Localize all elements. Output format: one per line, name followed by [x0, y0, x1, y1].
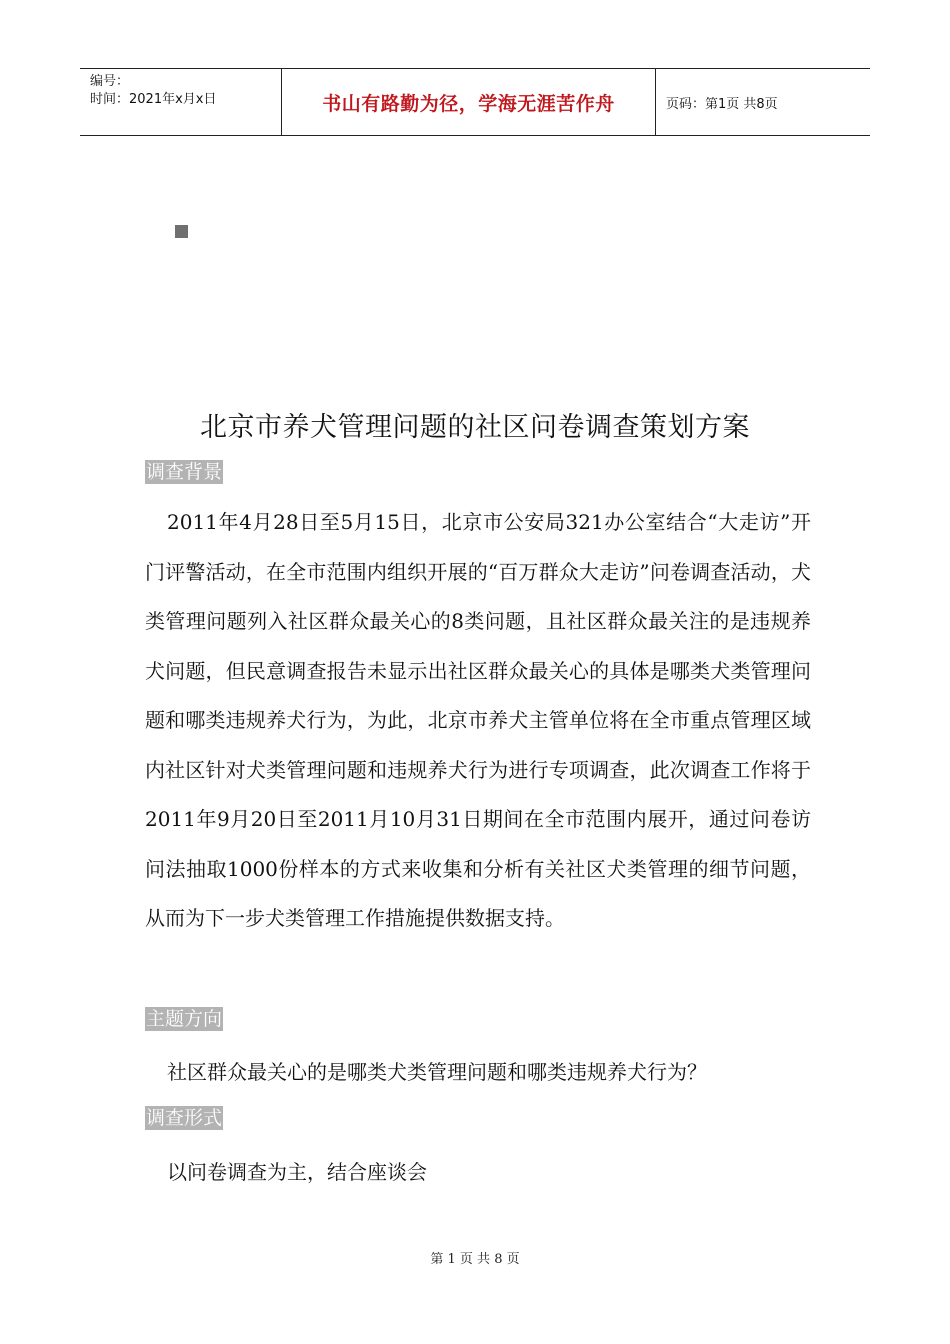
- header-page-info: [656, 69, 870, 135]
- time-label: 时间：2021年x月x日: [90, 92, 217, 107]
- document-title: 北京市养犬管理问题的社区问卷调查策划方案: [200, 412, 750, 443]
- square-bullet-icon: [175, 225, 188, 238]
- page-footer: 第 1 页 共 8 页: [430, 1252, 520, 1267]
- page-info-text: 页码：第1页 共8页: [666, 96, 778, 112]
- page-header: [80, 68, 870, 136]
- header-motto-cell: [282, 69, 656, 135]
- number-label: 编号：: [90, 74, 130, 89]
- section-label-background: 调查背景: [146, 461, 223, 483]
- header-meta: [80, 69, 282, 135]
- form-paragraph: 以问卷调查为主，结合座谈会: [167, 1160, 427, 1184]
- section-label-form: 调查形式: [146, 1107, 223, 1129]
- background-paragraph: 2011年4月28日至5月15日，北京市公安局321办公室结合“大走访”开门评警活动，在全市范围内组织开展的“百万群众大走访”问卷调查活动，犬类管理问题列入社区群众最关心的8类问题，且社区群众最关注的是违规养犬问题，但民意调查报告未显示出社区群众最关心的具体是哪类犬类管理问题和哪类违规养犬行为，为此，北京市养犬主管单位将在全市重点管理区域内社区针对犬类管理问题和违规养犬行为进行专项调查，此次调查工作将于2011年9月20日至2011月10月31日期间在全市范围内展开，通过问卷访问法抽取1000份样本的方式来收集和分析有关社区犬类管理的细节问题，从而为下一步犬类管理工作措施提供数据支持。: [145, 510, 811, 930]
- motto-text: 书山有路勤为径，学海无涯苦作舟: [322, 92, 615, 115]
- section-label-theme: 主题方向: [146, 1008, 223, 1030]
- theme-paragraph: 社区群众最关心的是哪类犬类管理问题和哪类违规养犬行为？: [167, 1060, 707, 1084]
